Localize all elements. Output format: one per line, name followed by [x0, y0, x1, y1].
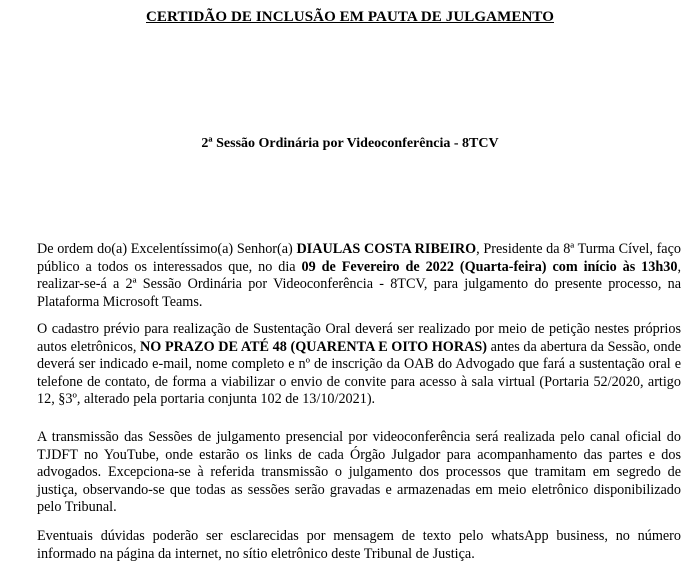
session-subtitle: 2ª Sessão Ordinária por Videoconferência - 8TCV [201, 136, 499, 151]
session-date: 09 de Fevereiro de 2022 (Quarta-feira) com início às 13h30 [301, 258, 678, 275]
paragraph2-text-1: O cadastro prévio para realização de Sustentação Oral deverá ser realizado por meio de petição nestes próprios autos eletrônicos, [37, 321, 681, 355]
paragraph3-text: A transmissão das Sessões de julgamento presencial por videoconferência será realizada pelo canal oficial do TJDFT no YouTube, onde estarão os links de cada Órgão Julgador para acompanhamento das partes e dos advogados. Excepciona-se à referida transmissão o julgamento dos processos que tramitam em segredo de justiça, observando-se que todas as sessões serão gravadas e armazenadas em meio eletrônico disponibilizado pelo Tribunal. [37, 429, 681, 516]
paragraph2-text-2: antes da abertura da Sessão, onde deverá ser indicado e-mail, nome completo e nº de inscrição da OAB do Advogado que fará a sustentação oral e telefone de contato, de forma a viabilizar o envio de convite para acesso à sala virtual (Portaria 52/2020, artigo 12, §3º, alterado pela portaria conjunta 102 de 13/10/2021). [37, 338, 681, 408]
paragraph-oral-argument [37, 321, 681, 409]
deadline-text: NO PRAZO DE ATÉ 48 (QUARENTA E OITO HORAS) [140, 338, 487, 355]
paragraph-questions [37, 528, 681, 563]
paragraph1-text-2: , Presidente da 8ª Turma Cível, faço público a todos os interessados que, no dia [37, 241, 681, 275]
paragraph-session-notice [37, 241, 681, 311]
paragraph4-text: Eventuais dúvidas poderão ser esclarecidas por mensagem de texto pelo whatsApp business, no número informado na página da internet, no sítio eletrônico deste Tribunal de Justiça. [37, 528, 681, 562]
paragraph-transmission [37, 429, 681, 517]
paragraph1-text-3: , realizar-se-á a 2ª Sessão Ordinária por Videoconferência - 8TCV, para julgamento do presente processo, na Plataforma Microsoft Teams. [37, 258, 681, 310]
president-name: DIAULAS COSTA RIBEIRO [296, 241, 477, 257]
document-title: CERTIDÃO DE INCLUSÃO EM PAUTA DE JULGAMENTO [146, 9, 554, 25]
paragraph1-text-1: De ordem do(a) Excelentíssimo(a) Senhor(a) [37, 241, 297, 257]
